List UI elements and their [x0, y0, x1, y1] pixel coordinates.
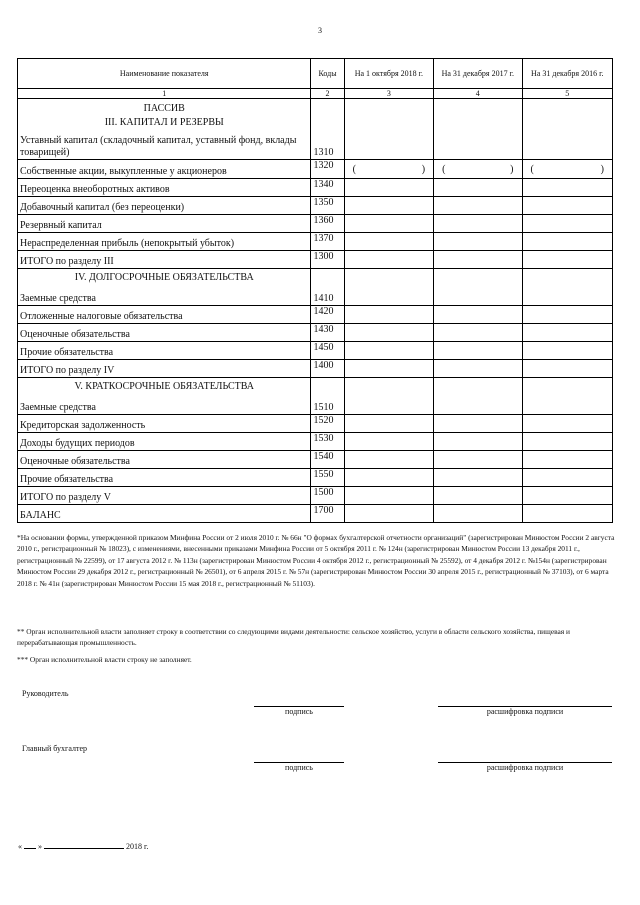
- table-row: [18, 306, 613, 324]
- row-code: 1510: [311, 378, 344, 415]
- value-cell: [344, 415, 433, 433]
- accountant-signature-line: подпись: [254, 762, 344, 773]
- open-paren: (: [352, 163, 356, 175]
- table-row: [18, 215, 613, 233]
- header-dec-2016: На 31 декабря 2016 г.: [522, 59, 613, 89]
- value-cell: [522, 179, 613, 197]
- row-label: Заемные средства: [20, 402, 96, 413]
- date-month-blank: [44, 840, 124, 849]
- table-row: [18, 233, 613, 251]
- value-cell: [434, 324, 522, 342]
- table-row: [18, 487, 613, 505]
- value-cell: [522, 251, 613, 269]
- close-paren: ): [600, 163, 604, 175]
- value-cell: [344, 487, 433, 505]
- header-oct-2018: На 1 октября 2018 г.: [344, 59, 433, 89]
- row-code: 1370: [311, 233, 344, 251]
- table-row: [18, 324, 613, 342]
- value-cell: [434, 505, 522, 523]
- value-cell: [522, 306, 613, 324]
- table-row: [18, 342, 613, 360]
- row-code: 1530: [311, 433, 344, 451]
- value-cell: [522, 99, 613, 160]
- value-cell: [434, 451, 522, 469]
- value-cell: [434, 306, 522, 324]
- table-row: [18, 160, 613, 179]
- header-codes: Коды: [311, 59, 344, 89]
- value-cell: [522, 451, 613, 469]
- value-cell: [344, 505, 433, 523]
- row-code: 1300: [311, 251, 344, 269]
- head-signature-decode-line: расшифровка подписи: [438, 706, 612, 717]
- value-cell: [434, 415, 522, 433]
- col-number: 3: [344, 89, 433, 99]
- table-row: [18, 378, 613, 415]
- row-label: Переоценка внеоборотных активов: [18, 179, 311, 197]
- row-label: Прочие обязательства: [18, 342, 311, 360]
- table-row: [18, 433, 613, 451]
- value-cell: [522, 269, 613, 306]
- row-code: 1410: [311, 269, 344, 306]
- row-label: Кредиторская задолженность: [18, 415, 311, 433]
- row-label: Собственные акции, выкупленные у акционеров: [18, 160, 311, 179]
- value-cell: [522, 197, 613, 215]
- col-number: 1: [18, 89, 311, 99]
- row-code: 1430: [311, 324, 344, 342]
- footnote-form-basis: *На основании формы, утвержденной приказом Минфина России от 2 июля 2010 г. № 66н "О формах бухгалтерской отчетности организаций" (зарегистрирован Минюстом России 2 августа 2010 г., регистрационный № 18023), с изменениями, внесенными приказами Минфина России от 5 октября 2011 г. № 124н (зарегистрирован Минюстом России 13 декабря 2011 г., регистрационный № 22599), от 17 августа 2012 г. № 113н (зарегистрирован Минюстом России 4 октября 2012 г., регистрационный № 25592), от 4 декабря 2012 г. №154н (зарегистрирован Минюстом России 29 декабря 2012 г., регистрационный № 26501), от 6 апреля 2015 г. № 57н (зарегистрирован Минюстом России 30 апреля 2015 г., регистрационный № 37103), от 6 марта 2018 г. № 41н (зарегистрирован Минюстом России 15 мая 2018 г., регистрационный № 51103).: [17, 533, 615, 588]
- value-cell: [434, 160, 522, 179]
- value-cell: [434, 433, 522, 451]
- row-label: Отложенные налоговые обязательства: [18, 306, 311, 324]
- col-number: 2: [311, 89, 344, 99]
- table-row: [18, 269, 613, 306]
- date-year: 2018 г.: [126, 842, 149, 851]
- table-row: [18, 451, 613, 469]
- footnote-not-filled: *** Орган исполнительной власти строку не заполняет.: [17, 655, 192, 664]
- value-cell: [522, 160, 613, 179]
- table-row: [18, 469, 613, 487]
- value-cell: [344, 233, 433, 251]
- chief-accountant-label: Главный бухгалтер: [22, 744, 87, 753]
- value-cell: [344, 342, 433, 360]
- value-cell: [434, 251, 522, 269]
- value-cell: [434, 179, 522, 197]
- table-row: [18, 99, 613, 160]
- value-cell: [522, 342, 613, 360]
- date-open-quote: «: [18, 842, 22, 851]
- row-label: Заемные средства: [20, 293, 96, 304]
- value-cell: [434, 469, 522, 487]
- value-cell: [522, 487, 613, 505]
- value-cell: [434, 269, 522, 306]
- value-cell: [522, 469, 613, 487]
- value-cell: [434, 342, 522, 360]
- value-cell: [434, 487, 522, 505]
- value-cell: [434, 197, 522, 215]
- header-dec-2017: На 31 декабря 2017 г.: [434, 59, 522, 89]
- row-code: 1500: [311, 487, 344, 505]
- row-code: 1400: [311, 360, 344, 378]
- open-paren: (: [442, 163, 446, 175]
- column-numbers-row: [18, 89, 613, 99]
- head-signature-line: подпись: [254, 706, 344, 717]
- value-cell: [522, 433, 613, 451]
- row-label: Уставный капитал (складочный капитал, уставный фонд, вклады товарищей): [20, 135, 297, 158]
- value-cell: [344, 269, 433, 306]
- value-cell: [434, 378, 522, 415]
- value-cell: [344, 469, 433, 487]
- value-cell: [344, 360, 433, 378]
- table-header-row: [18, 59, 613, 89]
- row-code: 1360: [311, 215, 344, 233]
- value-cell: [344, 306, 433, 324]
- table-row: [18, 251, 613, 269]
- row-code: 1310: [311, 99, 344, 160]
- value-cell: [522, 378, 613, 415]
- value-cell: [522, 505, 613, 523]
- value-cell: [522, 233, 613, 251]
- row-label: Нераспределенная прибыль (непокрытый убыток): [18, 233, 311, 251]
- value-cell: [344, 251, 433, 269]
- header-indicator-name: Наименование показателя: [18, 59, 311, 89]
- page-number: 3: [318, 26, 322, 35]
- row-code: 1520: [311, 415, 344, 433]
- row-label: Оценочные обязательства: [18, 451, 311, 469]
- row-code: 1540: [311, 451, 344, 469]
- value-cell: [434, 215, 522, 233]
- section-title-shortterm: V. КРАТКОСРОЧНЫЕ ОБЯЗАТЕЛЬСТВА: [74, 381, 254, 392]
- value-cell: [344, 197, 433, 215]
- value-cell: [522, 360, 613, 378]
- row-label: Прочие обязательства: [18, 469, 311, 487]
- row-code: 1350: [311, 197, 344, 215]
- row-code: 1450: [311, 342, 344, 360]
- date-close-quote: »: [38, 842, 42, 851]
- row-code: 1420: [311, 306, 344, 324]
- row-label: БАЛАНС: [18, 505, 311, 523]
- value-cell: [434, 233, 522, 251]
- table-row: [18, 179, 613, 197]
- row-label: ИТОГО по разделу V: [18, 487, 311, 505]
- row-label: Добавочный капитал (без переоценки): [18, 197, 311, 215]
- row-label: ИТОГО по разделу III: [18, 251, 311, 269]
- col-number: 5: [522, 89, 613, 99]
- col-number: 4: [434, 89, 522, 99]
- table-row: [18, 197, 613, 215]
- table-row: [18, 415, 613, 433]
- value-cell: [522, 415, 613, 433]
- row-code: 1340: [311, 179, 344, 197]
- section-title-capital: III. КАПИТАЛ И РЕЗЕРВЫ: [104, 117, 224, 128]
- value-cell: [344, 215, 433, 233]
- value-cell: [344, 99, 433, 160]
- close-paren: ): [510, 163, 514, 175]
- value-cell: [344, 324, 433, 342]
- row-label: Резервный капитал: [18, 215, 311, 233]
- value-cell: [344, 451, 433, 469]
- value-cell: [344, 160, 433, 179]
- section-title-longterm: IV. ДОЛГОСРОЧНЫЕ ОБЯЗАТЕЛЬСТВА: [74, 272, 254, 283]
- value-cell: [522, 324, 613, 342]
- accountant-signature-decode-line: расшифровка подписи: [438, 762, 612, 773]
- row-label: ИТОГО по разделу IV: [18, 360, 311, 378]
- row-code: 1700: [311, 505, 344, 523]
- table-row: [18, 360, 613, 378]
- footnote-activity: ** Орган исполнительной власти заполняет строку в соответствии со следующими видами деятельности: сельское хозяйство, услуги в области сельского хозяйства, пищевая и перерабатывающая промышленность.: [17, 627, 570, 648]
- value-cell: [434, 99, 522, 160]
- value-cell: [344, 433, 433, 451]
- row-code: 1320: [311, 160, 344, 179]
- row-code: 1550: [311, 469, 344, 487]
- value-cell: [434, 360, 522, 378]
- table-row: [18, 505, 613, 523]
- open-paren: (: [530, 163, 534, 175]
- value-cell: [522, 215, 613, 233]
- section-title-passive: ПАССИВ: [143, 103, 185, 114]
- value-cell: [344, 378, 433, 415]
- value-cell: [344, 179, 433, 197]
- head-label: Руководитель: [22, 689, 69, 698]
- close-paren: ): [421, 163, 426, 175]
- balance-liabilities-table: [17, 58, 613, 523]
- date-line: [18, 840, 148, 851]
- row-label: Оценочные обязательства: [18, 324, 311, 342]
- row-label: Доходы будущих периодов: [18, 433, 311, 451]
